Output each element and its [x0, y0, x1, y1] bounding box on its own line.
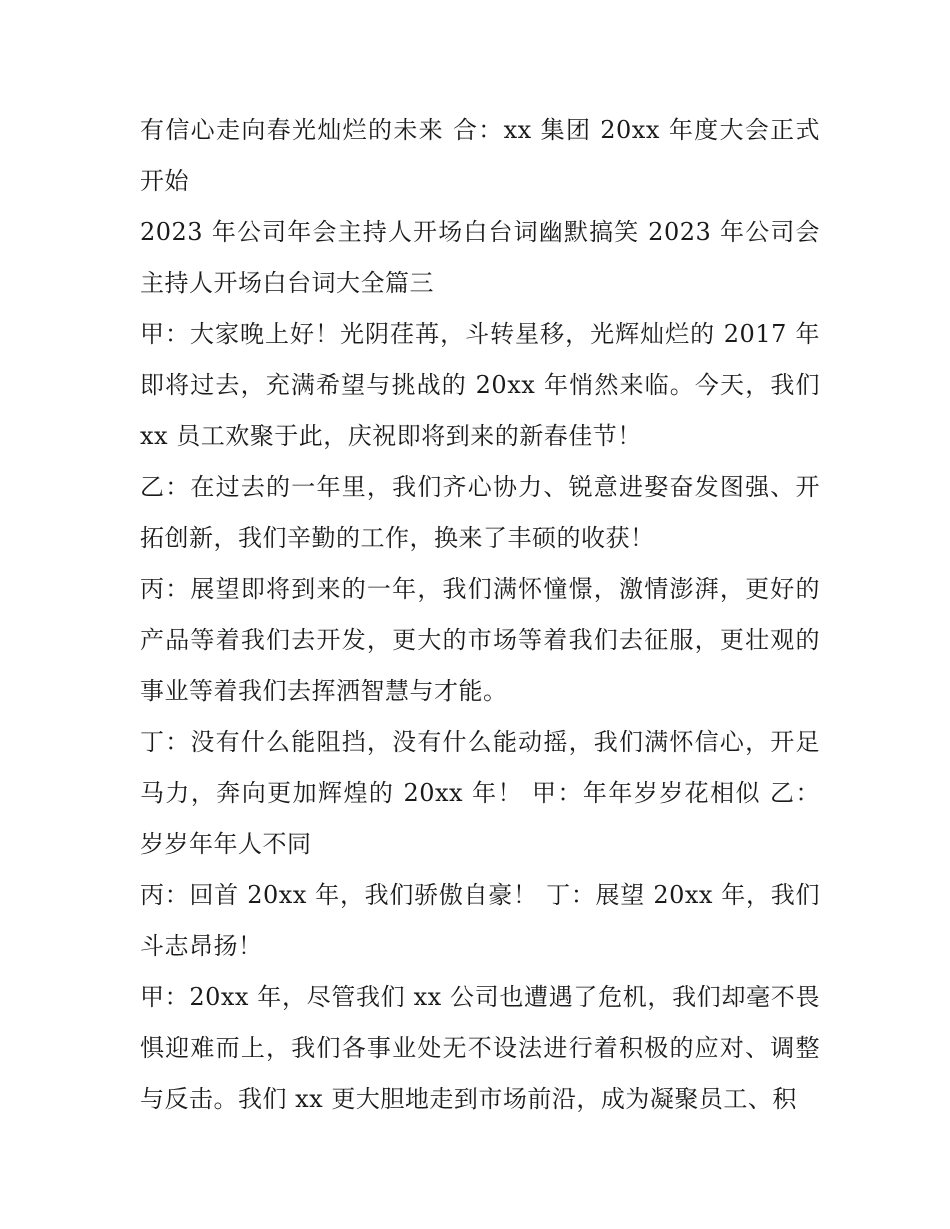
paragraph-speaker-jia-2: 甲：20xx 年，尽管我们 xx 公司也遭遇了危机，我们却毫不畏惧迎难而上，我们各事业处无不设法进行着积极的应对、调整与反击。我们 xx 更大胆地走到市场前沿，成为凝聚员工、积 [140, 983, 820, 1113]
paragraph-speaker-yi: 乙：在过去的一年里，我们齐心协力、锐意进娶奋发图强、开拓创新，我们辛勤的工作，换来了丰硕的收获！ [140, 473, 820, 552]
paragraph-section-title: 2023 年公司年会主持人开场白台词幽默搞笑 2023 年公司会主持人开场白台词大全篇三 [140, 218, 820, 297]
paragraph-speaker-bing-ding: 丙：回首 20xx 年，我们骄傲自豪！ 丁：展望 20xx 年，我们斗志昂扬！ [140, 881, 820, 960]
paragraph-speaker-ding: 丁：没有什么能阻挡，没有什么能动摇，我们满怀信心，开足马力，奔向更加辉煌的 20xx 年！ 甲：年年岁岁花相似 乙：岁岁年年人不同 [140, 728, 820, 858]
paragraph-speaker-bing: 丙：展望即将到来的一年，我们满怀憧憬，激情澎湃，更好的产品等着我们去开发，更大的市场等着我们去征服，更壮观的事业等着我们去挥洒智慧与才能。 [140, 575, 820, 705]
document-body [140, 105, 820, 1125]
paragraph-closing-line: 有信心走向春光灿烂的未来 合：xx 集团 20xx 年度大会正式开始 [140, 116, 820, 195]
paragraph-speaker-jia: 甲：大家晚上好！光阴荏苒，斗转星移，光辉灿烂的 2017 年即将过去，充满希望与挑战的 20xx 年悄然来临。今天，我们 xx 员工欢聚于此，庆祝即将到来的新春佳节！ [140, 320, 820, 450]
